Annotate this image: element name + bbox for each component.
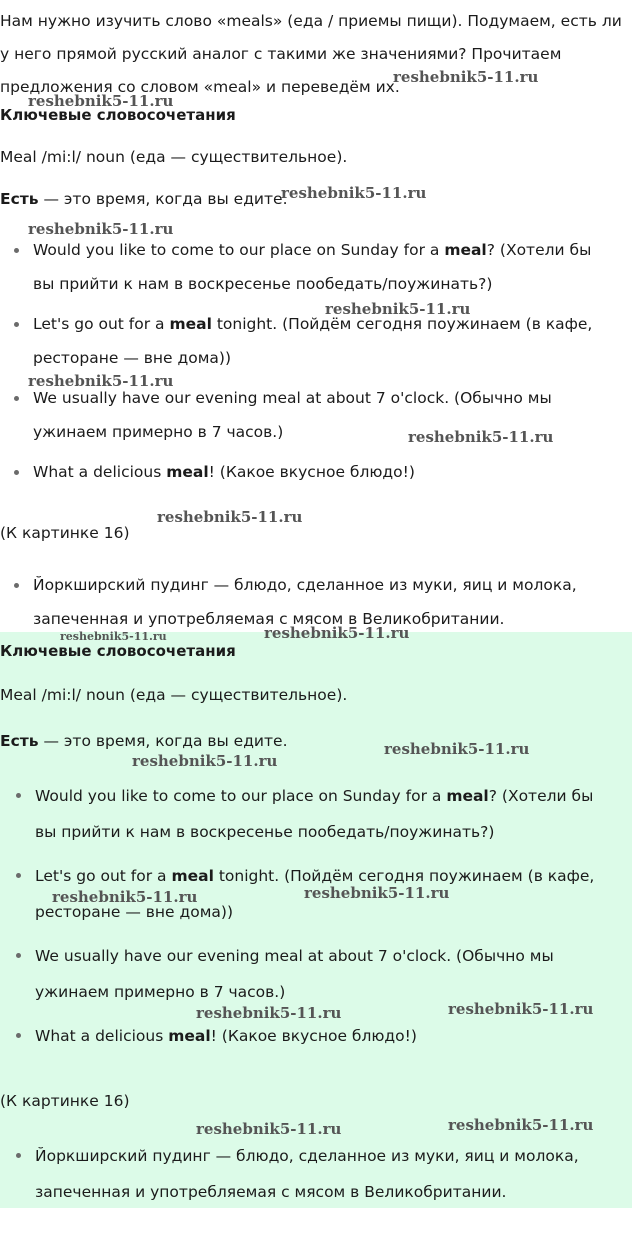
watermark: reshebnik5-11.ru bbox=[448, 1000, 594, 1018]
est-rest: — это время, когда вы едите. bbox=[38, 190, 288, 208]
watermark: reshebnik5-11.ru bbox=[264, 624, 410, 642]
watermark: reshebnik5-11.ru bbox=[28, 92, 174, 110]
bullet-icon bbox=[16, 1033, 21, 1038]
definition-line: Meal /mi:l/ noun (еда — существительное). bbox=[0, 148, 348, 166]
section-green bbox=[0, 632, 632, 1208]
bullet-icon bbox=[16, 1153, 21, 1158]
watermark: reshebnik5-11.ru bbox=[60, 630, 167, 643]
section-heading: Ключевые словосочетания bbox=[0, 106, 236, 124]
list-item: Let's go out for a meal tonight. (Пойдём сегодня поужинаем (в кафе, ресторане — вне дома)) bbox=[2, 858, 620, 930]
list-item: We usually have our evening meal at about 7 o'clock. (Обычно мы ужинаем примерно в 7 часов.) bbox=[0, 381, 625, 449]
watermark: reshebnik5-11.ru bbox=[157, 508, 303, 526]
watermark: reshebnik5-11.ru bbox=[281, 184, 427, 202]
section-heading: Ключевые словосочетания bbox=[0, 642, 236, 660]
watermark: reshebnik5-11.ru bbox=[52, 888, 198, 906]
watermark: reshebnik5-11.ru bbox=[304, 884, 450, 902]
watermark: reshebnik5-11.ru bbox=[196, 1004, 342, 1022]
examples-list bbox=[0, 233, 625, 489]
est-bold: Есть bbox=[0, 190, 39, 208]
list-item: Let's go out for a meal tonight. (Пойдём сегодня поужинаем (в кафе, ресторане — вне дома)) bbox=[0, 307, 625, 375]
bullet-icon bbox=[14, 248, 19, 253]
watermark: reshebnik5-11.ru bbox=[28, 220, 174, 238]
list-item: What a delicious meal! (Какое вкусное блюдо!) bbox=[2, 1018, 620, 1054]
pudding-list bbox=[2, 1138, 620, 1210]
bullet-icon bbox=[16, 793, 21, 798]
watermark: reshebnik5-11.ru bbox=[384, 740, 530, 758]
list-item: We usually have our evening meal at about 7 o'clock. (Обычно мы ужинаем примерно в 7 часов.) bbox=[2, 938, 620, 1010]
list-item: Йоркширский пудинг — блюдо, сделанное из муки, яиц и молока, запеченная и употребляемая с мясом в Великобритании. bbox=[0, 568, 625, 636]
watermark: reshebnik5-11.ru bbox=[448, 1116, 594, 1134]
watermark: reshebnik5-11.ru bbox=[28, 372, 174, 390]
bullet-icon bbox=[14, 396, 19, 401]
examples-list bbox=[2, 778, 620, 1054]
est-line bbox=[0, 190, 288, 208]
watermark: reshebnik5-11.ru bbox=[196, 1120, 342, 1138]
bullet-icon bbox=[16, 873, 21, 878]
definition-line: Meal /mi:l/ noun (еда — существительное). bbox=[0, 686, 348, 704]
est-line bbox=[0, 732, 288, 750]
watermark: reshebnik5-11.ru bbox=[325, 300, 471, 318]
watermark: reshebnik5-11.ru bbox=[408, 428, 554, 446]
bullet-icon bbox=[16, 953, 21, 958]
bullet-icon bbox=[14, 322, 19, 327]
list-item: Would you like to come to our place on Sunday for a meal? (Хотели бы вы прийти к нам в воскресенье пообедать/поужинать?) bbox=[0, 233, 625, 301]
est-bold: Есть bbox=[0, 732, 39, 750]
list-item: What a delicious meal! (Какое вкусное блюдо!) bbox=[0, 455, 625, 489]
bullet-icon bbox=[14, 470, 19, 475]
list-item: Would you like to come to our place on Sunday for a meal? (Хотели бы вы прийти к нам в воскресенье пообедать/поужинать?) bbox=[2, 778, 620, 850]
picture-note: (К картинке 16) bbox=[0, 524, 130, 542]
watermark: reshebnik5-11.ru bbox=[393, 68, 539, 86]
bullet-icon bbox=[14, 583, 19, 588]
intro-paragraph: Нам нужно изучить слово «meals» (еда / приемы пищи). Подумаем, есть ли у него прямой русский аналог с такими же значениями? Прочитаем предложения со словом «meal» и переведём их. bbox=[0, 12, 622, 96]
list-item: Йоркширский пудинг — блюдо, сделанное из муки, яиц и молока, запеченная и употребляемая с мясом в Великобритании. bbox=[2, 1138, 620, 1210]
picture-note: (К картинке 16) bbox=[0, 1092, 130, 1110]
est-rest: — это время, когда вы едите. bbox=[38, 732, 288, 750]
pudding-list bbox=[0, 568, 625, 636]
watermark: reshebnik5-11.ru bbox=[132, 752, 278, 770]
